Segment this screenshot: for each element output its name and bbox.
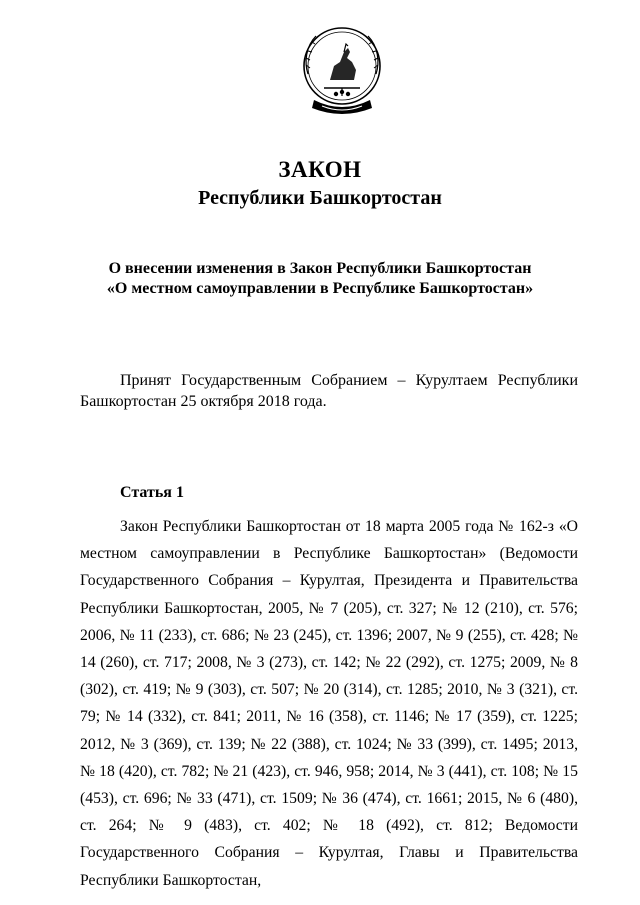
law-heading-line-1: О внесении изменения в Закон Республики Башкортостан xyxy=(108,260,532,277)
article-1-heading: Статья 1 xyxy=(120,484,184,501)
coat-of-arms-icon xyxy=(300,22,384,122)
law-heading xyxy=(0,259,640,299)
adoption-note: Принят Государственным Собранием – Курултаем Республики Башкортостан 25 октября 2018 года. xyxy=(80,372,578,410)
law-subtitle: Республики Башкортостан xyxy=(198,187,442,209)
article-1-body: Закон Республики Башкортостан от 18 марта 2005 года № 162-з «О местном самоуправлении в Республике Башкортостан» (Ведомости Государственного Собрания – Курултая, Президента и Правительства Республики Башкортостан, 2005, № 7 (205), ст. 327; № 12 (210), ст. 576; 2006, № 11 (233), ст. 686; № 23 (245), ст. 1396; 2007, № 9 (255), ст. 428; № 14 (260), ст. 717; 2008, № 3 (273), ст. 142; № 22 (292), ст. 1275; 2009, № 8 (302), ст. 419; № 9 (303), ст. 507; № 20 (314), ст. 1285; 2010, № 3 (321), ст. 79; № 14 (332), ст. 841; 2011, № 16 (358), ст. 1146; № 17 (359), ст. 1225; 2012, № 3 (369), ст. 139; № 22 (388), ст. 1024; № 33 (399), ст. 1495; 2013, № 18 (420), ст. 782; № 21 (423), ст. 946, 958; 2014, № 3 (441), ст. 108; № 15 (453), ст. 696; № 33 (471), ст. 1509; № 36 (474), ст. 1661; 2015, № 6 (480), ст. 264; № 9 (483), ст. 402; № 18 (492), ст. 812; Ведомости Государственного Собрания – Курултая, Главы и Правительства Республики Башкортостан, xyxy=(80,518,578,889)
law-heading-line-2: «О местном самоуправлении в Республике Башкортостан» xyxy=(106,280,534,297)
law-title: ЗАКОН xyxy=(278,157,362,182)
